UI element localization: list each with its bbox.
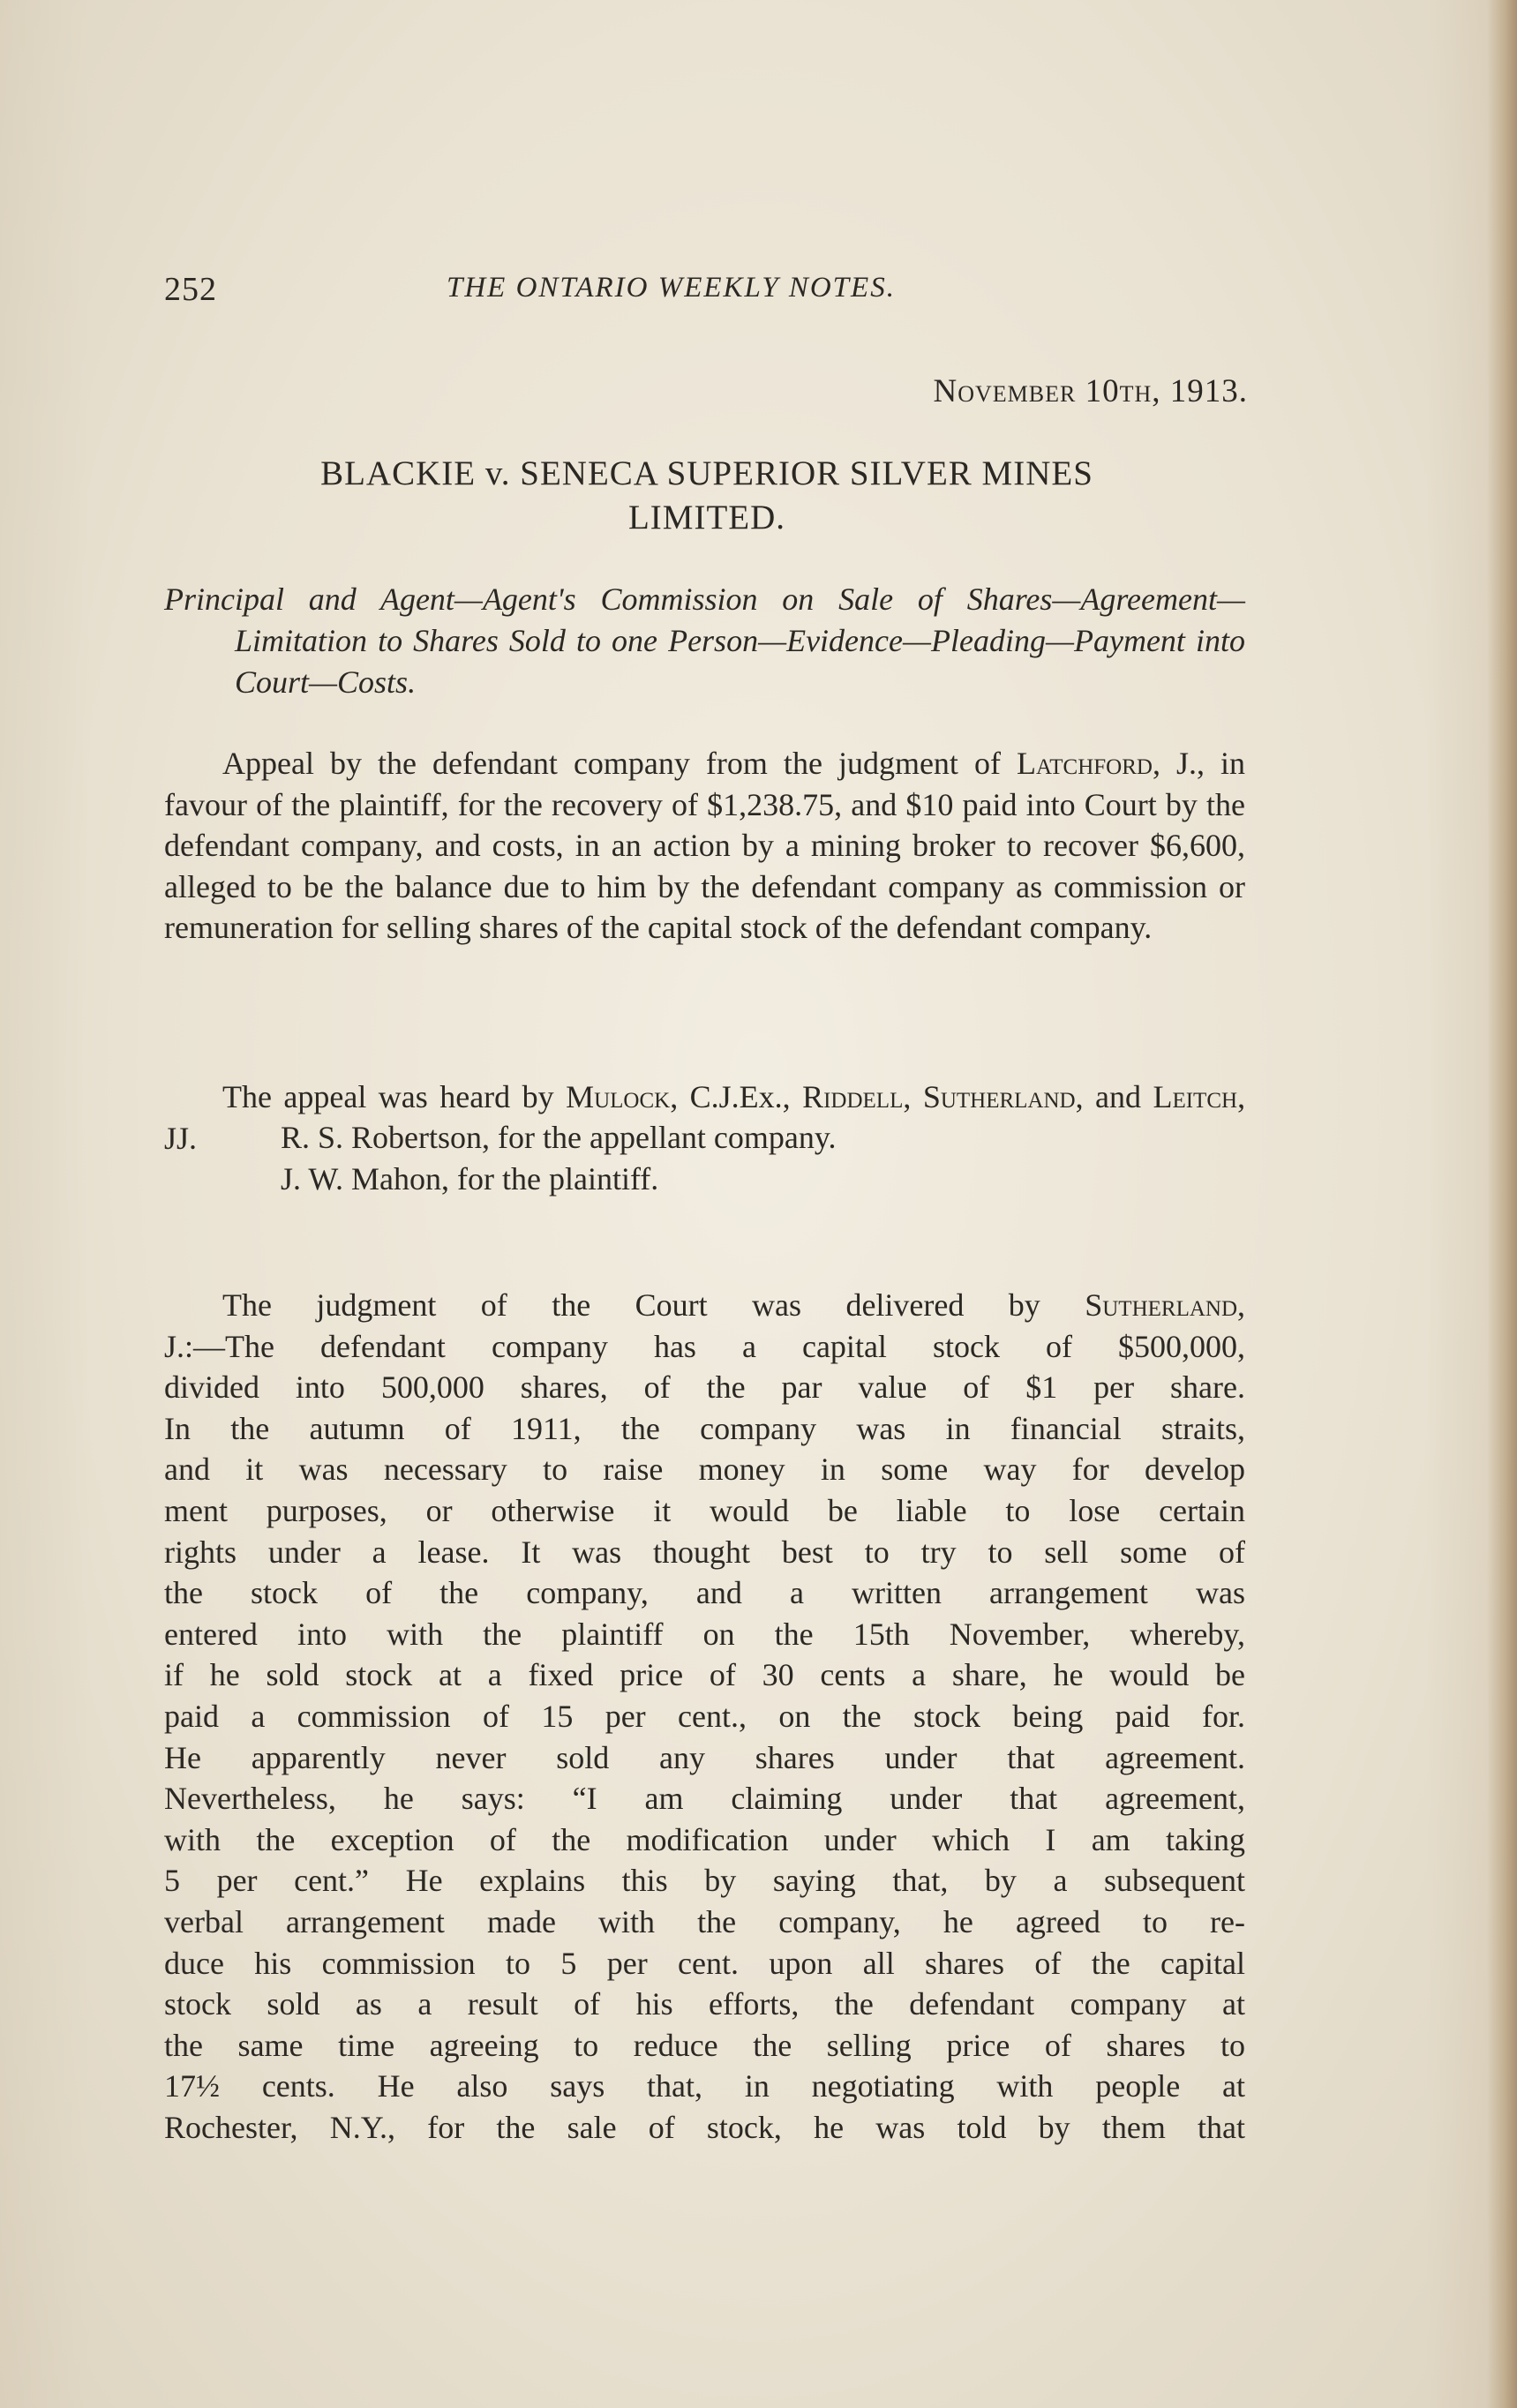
date-day: 10th (1085, 373, 1153, 409)
intro-text-2: , J., in favour of the plaintiff, for the recovery of $1,238.75, and $10 paid into Court by the defendant company, and costs, in an action by a mining broker to recover $6,600, alleged to be the balance due to him by the defendant company as commission or remuneration for selling shares of the capital stock of the defendant company. (164, 746, 1245, 946)
judgment-line: 17½ cents. He also says that, in negotiating with people at (164, 2068, 1245, 2104)
judgment-line: stock sold as a result of his efforts, the defendant company at (164, 1986, 1245, 2022)
intro-judge-name: Latchford (1016, 746, 1153, 781)
judgment-line: verbal arrangement made with the company, he agreed to re- (164, 1903, 1245, 1939)
bench-text-2: , C.J.Ex., (670, 1079, 791, 1114)
judgment-line: rights under a lease. It was thought best to try to sell some of (164, 1534, 1245, 1570)
judgment-line: ment purposes, or otherwise it would be liable to lose certain (164, 1492, 1245, 1528)
bench-judge-3: Sutherland (922, 1079, 1076, 1114)
bench-judge-4: Leitch (1153, 1079, 1238, 1114)
journal-title: THE ONTARIO WEEKLY NOTES. (447, 272, 896, 304)
date-year: , 1913. (1152, 373, 1248, 409)
judgment-line: divided into 500,000 shares, of the par value of $1 per share. (164, 1369, 1245, 1406)
judgment-line: the same time agreeing to reduce the selling price of shares to (164, 2027, 1245, 2063)
judgment-line: paid a commission of 15 per cent., on the stock being paid for. (164, 1698, 1245, 1734)
bench-text-1: The appeal was heard by (222, 1079, 554, 1114)
running-head (164, 270, 1250, 314)
bench-judge-2: Riddell (802, 1079, 904, 1114)
judgment-opening-line: The judgment of the Court was delivered by Sutherland, (222, 1287, 1245, 1323)
judgment-line: J.:—The defendant company has a capital stock of $500,000, (164, 1328, 1245, 1364)
judgment-line: if he sold stock at a fixed price of 30 cents a share, he would be (164, 1657, 1245, 1693)
counsel-respondent: J. W. Mahon, for the plaintiff. (281, 1160, 659, 1196)
date-month: November (933, 373, 1077, 409)
judgment-line: with the exception of the modification under which I am taking (164, 1821, 1245, 1857)
page-number: 252 (164, 271, 217, 308)
bench-text-4: , and (1075, 1079, 1142, 1114)
counsel-list (164, 1117, 1245, 1199)
bench-text-5: , JJ. (164, 1079, 1246, 1156)
judgment-line: entered into with the plaintiff on the 15th November, whereby, (164, 1616, 1245, 1652)
headnote-catchwords: Principal and Agent—Agent's Commission on Sale of Shares—Agreement—Limitation to Shares Sold to one Person—Evidence—Pleading—Payment into Court—Costs. (164, 581, 1245, 700)
intro-text-1: Appeal by the defendant company from the judgment of (222, 746, 1001, 781)
case-title-line-1: BLACKIE v. SENECA SUPERIOR SILVER MINES (320, 454, 1093, 492)
case-title (164, 452, 1250, 540)
judgment-line: 5 per cent.” He explains this by saying that, by a subsequent (164, 1863, 1245, 1899)
judgment-line: He apparently never sold any shares under that agreement. (164, 1739, 1245, 1775)
judgment-judge-name: Sutherland (1085, 1287, 1237, 1323)
intro-paragraph (164, 743, 1245, 949)
judgment-line: In the autumn of 1911, the company was in financial straits, (164, 1410, 1245, 1446)
judgment-paragraph (164, 1285, 1245, 2148)
judgment-opening-text: The judgment of the Court was delivered by (222, 1287, 1040, 1323)
judgment-line: the stock of the company, and a written arrangement was (164, 1575, 1245, 1611)
bench-judge-1: Mulock (566, 1079, 671, 1114)
judgment-line: and it was necessary to raise money in some way for develop (164, 1452, 1245, 1488)
page-edge-shadow (1487, 0, 1517, 2408)
bench-text-3: , (903, 1079, 912, 1114)
judgment-line: Rochester, N.Y., for the sale of stock, he was told by them that (164, 2109, 1245, 2145)
counsel-appellant: R. S. Robertson, for the appellant company. (281, 1120, 837, 1155)
decision-date (933, 372, 1248, 410)
case-title-line-2: LIMITED. (627, 499, 786, 536)
judgment-line: Nevertheless, he says: “I am claiming under that agreement, (164, 1781, 1245, 1817)
judgment-line: duce his commission to 5 per cent. upon all shares of the capital (164, 1945, 1245, 1981)
